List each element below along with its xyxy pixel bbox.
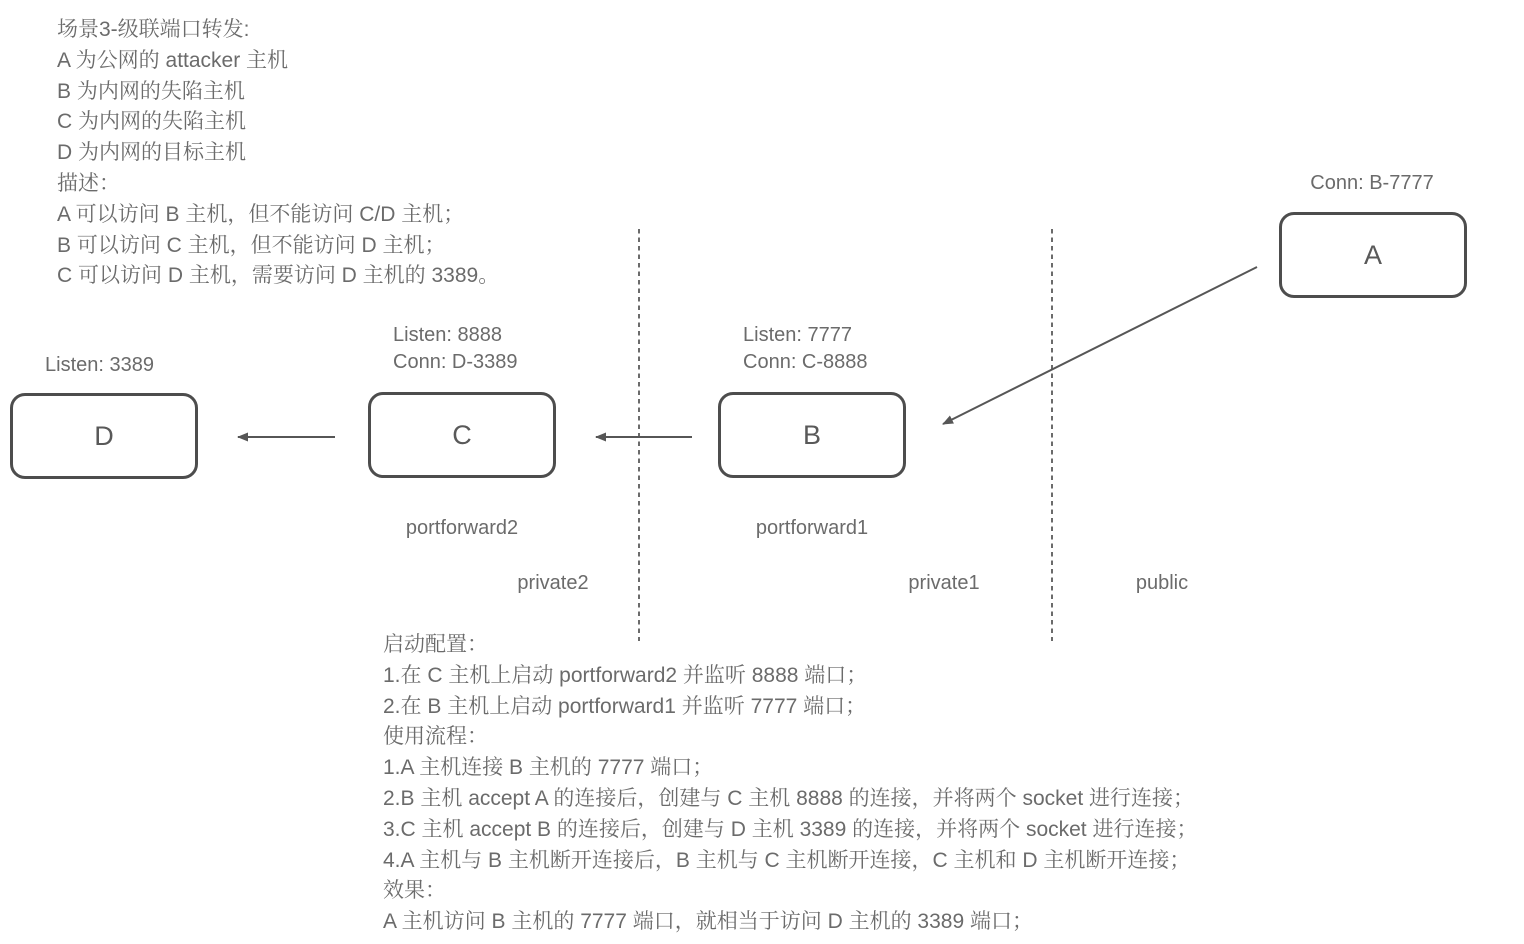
notes-line: 效果： (383, 879, 446, 903)
node-c-conn: Conn: D-3389 (393, 351, 518, 373)
notes-line: 4.A 主机与 B 主机断开连接后，B 主机与 C 主机断开连接，C 主机和 D 主机断开连接； (383, 848, 1191, 872)
scenario-line: 描述： (57, 171, 120, 195)
scenario-description (57, 15, 499, 292)
notes-line: A 主机访问 B 主机的 7777 端口，就相当于访问 D 主机的 3389 端口； (383, 910, 1033, 934)
node-b-listen: Listen: 7777 (743, 324, 852, 346)
notes-line: 使用流程： (383, 725, 488, 749)
notes-line: 3.C 主机 accept B 的连接后，创建与 D 主机 3389 的连接，并将两个 socket 进行连接； (383, 817, 1198, 841)
node-c-listen: Listen: 8888 (393, 324, 502, 346)
scenario-line: A 为公网的 attacker 主机 (57, 48, 289, 72)
scenario-line: 场景3-级联端口转发: (57, 18, 250, 41)
zone-label-private1: private1 (908, 572, 980, 594)
node-b-conn: Conn: C-8888 (743, 351, 868, 373)
node-d (10, 393, 198, 479)
scenario-line: A 可以访问 B 主机，但不能访问 C/D 主机； (57, 202, 465, 226)
zone-label-public: public (1135, 572, 1189, 594)
scenario-line: C 为内网的失陷主机 (57, 110, 246, 134)
notes-line: 1.在 C 主机上启动 portforward2 并监听 8888 端口； (383, 663, 868, 687)
portforward1-label: portforward1 (755, 517, 869, 539)
node-c-label: C (452, 419, 472, 450)
notes-line: 2.B 主机 accept A 的连接后，创建与 C 主机 8888 的连接，并将两个 socket 进行连接； (383, 786, 1194, 810)
node-c-annotation (393, 322, 518, 376)
node-a (1279, 212, 1467, 298)
node-a-label: A (1363, 239, 1382, 270)
scenario-line: C 可以访问 D 主机，需要访问 D 主机的 3389。 (57, 264, 500, 288)
notes-line: 1.A 主机连接 B 主机的 7777 端口； (383, 756, 714, 780)
scenario-line: B 为内网的失陷主机 (57, 79, 245, 103)
node-a-annotation: Conn: B-7777 (1310, 172, 1434, 194)
node-b-label: B (802, 419, 821, 450)
node-c (368, 392, 556, 478)
scenario-line: B 可以访问 C 主机，但不能访问 D 主机； (57, 233, 446, 257)
configuration-notes (383, 630, 1197, 938)
node-d-label: D (94, 420, 114, 451)
node-d-annotation: Listen: 3389 (45, 354, 154, 376)
notes-line: 启动配置： (383, 633, 488, 656)
node-b-annotation (743, 322, 868, 376)
portforward2-label: portforward2 (405, 517, 519, 539)
zone-label-private2: private2 (517, 572, 589, 594)
arrow-a-to-b (943, 267, 1257, 424)
node-b (718, 392, 906, 478)
notes-line: 2.在 B 主机上启动 portforward1 并监听 7777 端口； (383, 694, 867, 718)
scenario-line: D 为内网的目标主机 (57, 141, 246, 165)
